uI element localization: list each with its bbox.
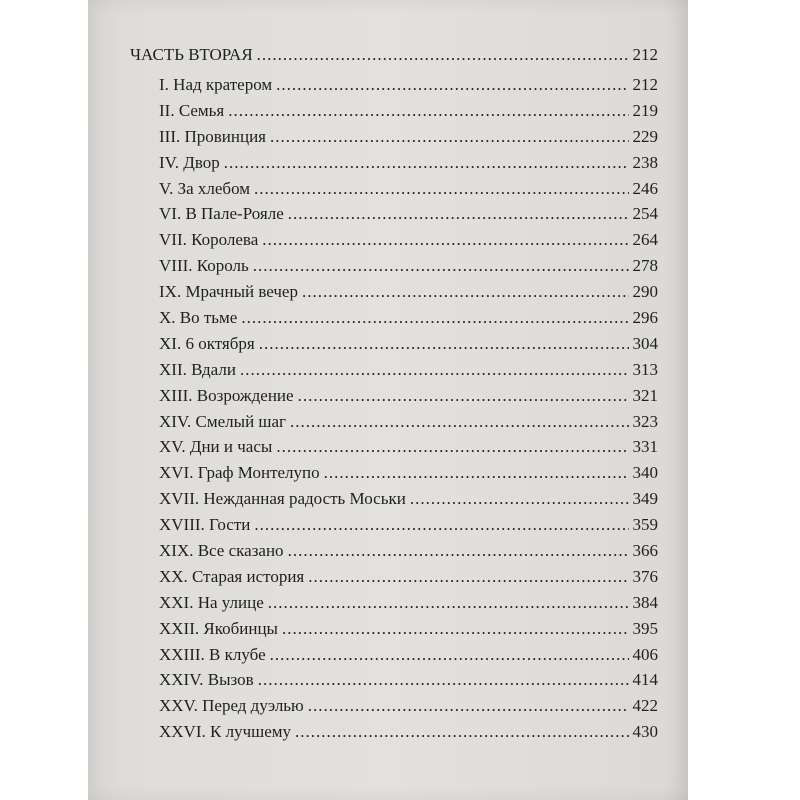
toc-entry [130, 124, 658, 150]
dot-leader [276, 72, 628, 98]
chapter-title: XXVI. К лучшему [159, 722, 292, 742]
dot-leader [258, 667, 629, 693]
chapter-title: III. Провинция [159, 126, 266, 146]
toc-entry [130, 409, 658, 435]
toc-entry [130, 719, 658, 745]
chapter-page-number: 238 [632, 152, 658, 172]
toc-entry [130, 538, 658, 564]
chapter-title: XVII. Нежданная радость Моськи [159, 489, 406, 509]
toc-entry [130, 331, 658, 357]
toc-entry [130, 460, 658, 486]
dot-leader [228, 98, 628, 124]
chapter-page-number: 430 [632, 722, 658, 742]
dot-leader [224, 150, 629, 176]
chapter-title: XXIII. В клубе [159, 644, 266, 664]
chapter-page-number: 359 [632, 515, 658, 535]
toc-entry [130, 357, 658, 383]
dot-leader [295, 719, 628, 745]
chapter-title: XVI. Граф Монтелупо [159, 463, 320, 483]
chapter-title: XI. 6 октября [159, 333, 255, 353]
dot-leader [410, 486, 629, 512]
table-of-contents [130, 40, 658, 745]
toc-entry [130, 486, 658, 512]
chapter-page-number: 414 [632, 670, 658, 690]
toc-entry [130, 253, 658, 279]
chapter-title: XIX. Все сказано [159, 541, 284, 561]
chapter-title: X. Во тьме [159, 308, 238, 328]
chapter-title: IV. Двор [159, 152, 220, 172]
chapter-page-number: 331 [632, 437, 658, 457]
dot-leader [302, 279, 629, 305]
dot-leader [308, 693, 629, 719]
dot-leader [259, 331, 629, 357]
chapter-title: XXII. Якобинцы [159, 618, 278, 638]
chapter-title: II. Семья [159, 100, 225, 120]
toc-entry [130, 667, 658, 693]
chapter-title: XII. Вдали [159, 359, 236, 379]
dot-leader [288, 201, 629, 227]
toc-entry [130, 98, 658, 124]
dot-leader [257, 40, 629, 70]
toc-entry [130, 590, 658, 616]
chapter-title: XV. Дни и часы [159, 437, 273, 457]
dot-leader [262, 227, 628, 253]
chapter-title: V. За хлебом [159, 178, 251, 198]
chapter-title: XXV. Перед дуэлью [159, 696, 304, 716]
chapter-title: IX. Мрачный вечер [159, 282, 298, 302]
chapter-title: XIV. Смелый шаг [159, 411, 287, 431]
chapter-title: VIII. Король [159, 256, 249, 276]
toc-entry [130, 616, 658, 642]
chapter-page-number: 384 [632, 592, 658, 612]
toc-entry [130, 564, 658, 590]
dot-leader [276, 434, 628, 460]
chapter-page-number: 323 [632, 411, 658, 431]
chapter-page-number: 278 [632, 256, 658, 276]
toc-entry [130, 512, 658, 538]
chapter-title: XIII. Возрождение [159, 385, 294, 405]
chapter-page-number: 304 [632, 333, 658, 353]
chapter-page-number: 321 [632, 385, 658, 405]
chapter-page-number: 313 [632, 359, 658, 379]
dot-leader [268, 590, 629, 616]
chapter-page-number: 395 [632, 618, 658, 638]
dot-leader [241, 305, 628, 331]
dot-leader [254, 176, 628, 202]
toc-entry [130, 201, 658, 227]
dot-leader [288, 538, 629, 564]
toc-entry [130, 279, 658, 305]
part-title: ЧАСТЬ ВТОРАЯ [130, 45, 253, 64]
chapter-page-number: 376 [632, 566, 658, 586]
toc-entry [130, 176, 658, 202]
dot-leader [282, 616, 629, 642]
toc-entry [130, 383, 658, 409]
chapter-page-number: 349 [632, 489, 658, 509]
chapter-title: XXI. На улице [159, 592, 264, 612]
chapter-title: XXIV. Вызов [159, 670, 254, 690]
dot-leader [308, 564, 628, 590]
chapter-title: VI. В Пале-Рояле [159, 204, 284, 224]
dot-leader [254, 512, 628, 538]
toc-entry [130, 693, 658, 719]
chapter-title: XX. Старая история [159, 566, 305, 586]
toc-entry [130, 305, 658, 331]
toc-part-heading [130, 40, 658, 70]
chapter-page-number: 406 [632, 644, 658, 664]
chapter-page-number: 296 [632, 308, 658, 328]
chapter-page-number: 340 [632, 463, 658, 483]
dot-leader [270, 642, 629, 668]
chapter-page-number: 254 [632, 204, 658, 224]
chapter-title: VII. Королева [159, 230, 259, 250]
chapter-page-number: 264 [632, 230, 658, 250]
part-page-number: 212 [632, 45, 658, 64]
chapter-list [130, 72, 658, 745]
toc-entry [130, 642, 658, 668]
chapter-page-number: 212 [632, 75, 658, 94]
dot-leader [253, 253, 629, 279]
dot-leader [270, 124, 629, 150]
toc-entry [130, 434, 658, 460]
chapter-page-number: 246 [632, 178, 658, 198]
chapter-page-number: 422 [632, 696, 658, 716]
toc-entry [130, 72, 658, 98]
chapter-title: XVIII. Гости [159, 515, 251, 535]
chapter-title: I. Над кратером [159, 75, 273, 94]
toc-entry [130, 227, 658, 253]
dot-leader [290, 409, 628, 435]
chapter-page-number: 366 [632, 541, 658, 561]
chapter-page-number: 219 [632, 100, 658, 120]
toc-entry [130, 150, 658, 176]
dot-leader [324, 460, 629, 486]
dot-leader [298, 383, 629, 409]
dot-leader [240, 357, 629, 383]
chapter-page-number: 290 [632, 282, 658, 302]
chapter-page-number: 229 [632, 126, 658, 146]
